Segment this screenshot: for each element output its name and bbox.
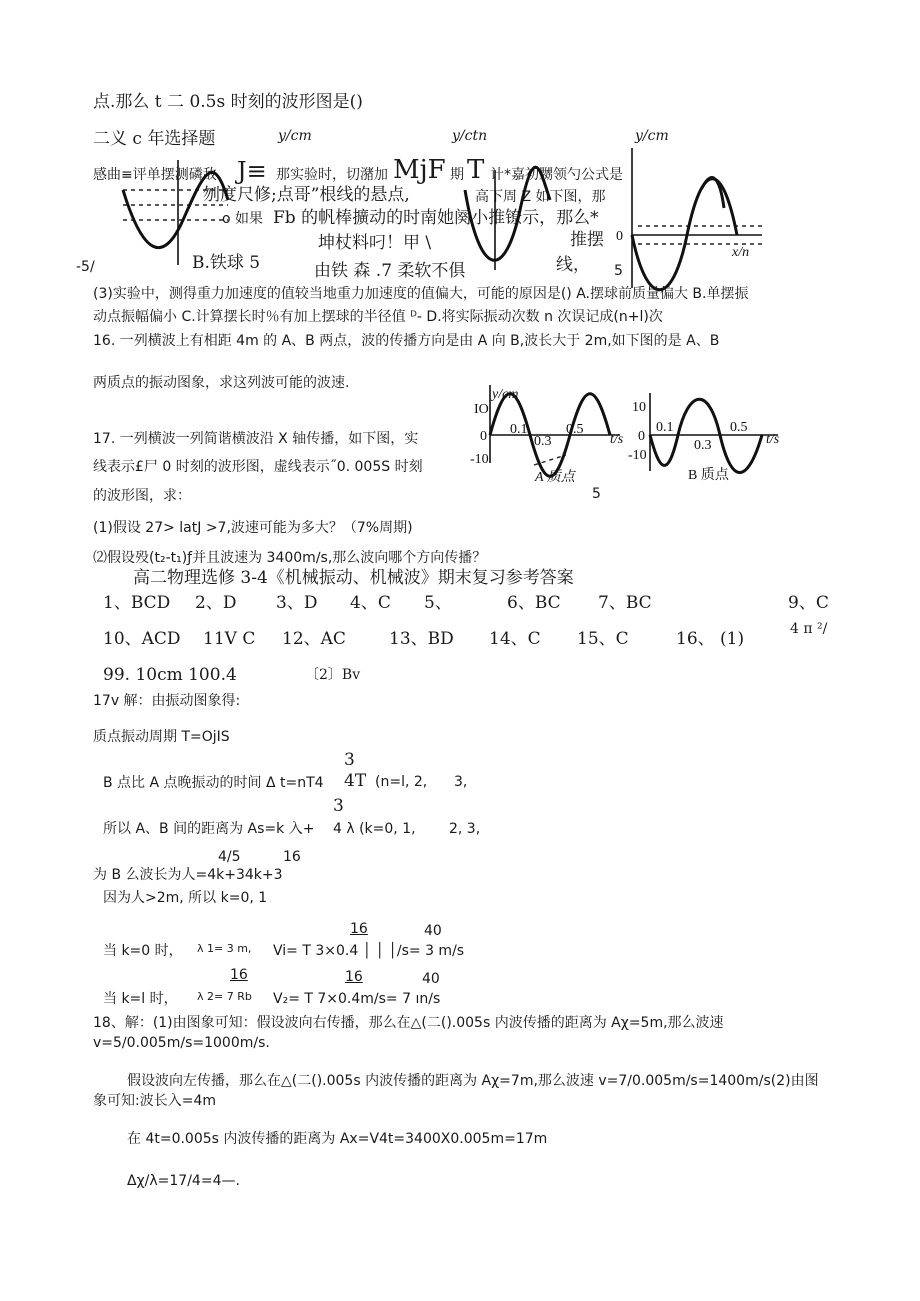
graph-ylabel-3: y/cm [635,128,669,144]
garbled-line-6b: 推摆 [570,230,604,250]
solution-because: 因为人>2m, 所以 k=0, 1 [103,890,268,906]
answer-16: 16、 (1) [676,629,745,649]
graph-b-tick-2: 0.3 [694,438,712,453]
k1-numerator-16a: 16 [230,967,248,983]
solution-18-line-6: Δχ/λ=17/4=4—. [127,1173,240,1189]
fraction-4-5: 4/5 [218,849,241,865]
graph-a-tick-3: 0.5 [566,422,584,437]
n-values: (n=l, 2, [375,774,428,790]
garbled-line-5a: o 如果 [222,211,264,227]
graph-b-origin: 0 [638,429,645,444]
solution-17-heading: 17v 解：由振动图象得: [93,693,241,709]
k0-numerator-40: 40 [424,923,442,939]
garbled-line-3d: MjF [393,155,446,185]
wave-graph-right [612,148,772,298]
k0-case-label: 当 k=0 时， [103,943,183,959]
question-3-line-1: (3)实验中，测得重力加速度的值较当地重力加速度的值偏大，可能的原因是() A.摆球前质量偏大 B.单摆振 [93,286,749,302]
question-17-part-2: ⑵假设殁(t₂-t₁)ƒ并且波速为 3400m∕s,那么波向哪个方向传播？ [93,550,487,566]
solution-18-line-5: 在 4t=0.005s 内波传播的距离为 Ax=V4t=3400X0.005m=17m [127,1131,548,1147]
figure-number: 5 [592,486,601,502]
answer-4-pi-squared: 4 π ²/ [790,621,828,637]
answer-16-part-2: 〔2〕Bv [305,667,361,683]
graph3-x-axis-label: x/n [732,245,750,260]
question-17-part-1: (1)假设 27> latJ >7,波速可能为多大？（7%周期) [93,520,413,536]
garbled-line-5b: Fb 的帆棒擴动的时南她阕小推镣示，那么* [273,208,599,228]
graph-b-tick-1: 0.1 [656,420,674,435]
answer-6: 6、BC [507,593,561,613]
graph-b-y-bottom: -10 [628,448,647,463]
fraction-denominator-4t: 4T [344,771,367,791]
solution-18-line-3: 假设波向左传播，那么在△(二().005s 内波传播的距离为 Aχ=7m,那么波速 v=7∕0.005m∕s=1400m∕s(2)由图 [127,1073,819,1089]
question-17-line-2: 线表示£尸 0 时刻的波形图，虚线表示˝0. 005S 时刻 [93,459,423,475]
k1-numerator-40: 40 [422,971,440,987]
k1-case-label: 当 k=l 时， [103,991,178,1007]
fraction-numerator-3b: 3 [333,796,344,816]
graph-a-tick-2: 0.3 [534,434,552,449]
answer-4: 4、C [350,593,391,613]
solution-time-delay: B 点比 A 点晚振动的时间 Δ t=nT4 [103,775,324,791]
solution-distance: 所以 A、B 间的距离为 As=k 入+ [103,821,315,837]
solution-18-line-2: v=5∕0.005m∕s=1000m∕s. [93,1035,270,1051]
garbled-side-label: -5/ [76,259,95,275]
garbled-line-7c: 线， [556,255,590,275]
graph-a-y-axis-label: y/cm [492,387,519,402]
fraction-numerator-3a: 3 [344,750,355,770]
garbled-line-4b: 高下周 Z 如下图，那 [475,189,606,205]
answer-16-values: 99. 10cm 100.4 [103,665,237,685]
answer-5: 5、 [424,593,452,613]
graph-b-y-top: 10 [632,400,646,415]
k1-speed: V₂= T 7×0.4m∕s= 7 ın∕s [273,991,441,1007]
k0-speed: Vi= T 3×0.4 │ │ │∕s= 3 m/s [273,943,465,959]
k1-numerator-16b: 16 [345,969,363,985]
solution-18-line-1: 18、解：(1)由图象可知：假设波向右传播，那么在△(二().005s 内波传播的距离为 Aχ=5m,那么波速 [93,1015,724,1031]
vibration-graph-a [470,385,630,495]
garbled-line-7b: 由铁 森 .7 柔软不俱 [314,261,466,281]
graph-ylabel-2: y/ctn [452,128,488,144]
vibration-graph-b [628,393,788,503]
graph-b-t-axis-label: t/s [766,432,780,447]
question-3-line-2: 动点振幅偏小 C.计算摆长时％有加上摆球的半径值 ᴰ- D.将实际振动次数 n 次误记成(n+l)次 [93,309,663,325]
k-values-23: 2, 3, [449,821,481,837]
question-17-line-3: 的波形图，求： [93,488,191,504]
solution-period: 质点振动周期 T=OjIS [93,729,230,745]
graph-b-caption: B 质点 [688,468,729,483]
answer-3: 3、D [276,593,318,613]
answer-15: 15、C [577,629,629,649]
graph-a-caption: A 质点 [535,470,575,485]
answer-1: 1、BCD [103,593,171,613]
garbled-line-3e: 期 [450,167,464,183]
graph-a-y-bottom: -10 [470,452,489,467]
graph-a-t-axis-label: t/s [610,432,624,447]
graph-a-tick-1: 0.1 [510,422,528,437]
fraction-16: 16 [283,849,301,865]
option-b-iron-ball: B.铁球 5 [192,253,261,273]
k1-wavelength: λ 2= 7 Rb [197,990,252,1003]
garbled-line-3a: 感曲≡评单摆测磷敌 [93,167,217,183]
answer-10: 10、ACD [103,629,181,649]
answer-13: 13、BD [389,629,454,649]
graph-a-origin: 0 [480,429,487,444]
n-values-3: 3, [454,774,468,790]
answer-title: 高二物理选修 3-4《机械振动、机械波》期末复习参考答案 [133,568,574,588]
graph-b-tick-3: 0.5 [730,420,748,435]
wave-sketch-left [118,160,238,270]
graph-a-y-top: IO [474,402,489,417]
garbled-line-4: 刎度尺修;点哥”根线的悬点, [203,185,410,205]
k0-numerator-16: 16 [350,921,368,937]
garbled-line-3b: J≡ [237,157,267,185]
garbled-line-3f: T [467,155,485,185]
question-line-1: 点.那么 t 二 0.5s 时刻的波形图是() [93,92,363,112]
question-16-line-1: 16. 一列横波上有相距 4m 的 A、B 两点，波的传播方向是由 A 向 B,波长大于 2m,如下图的是 A、B [93,333,720,349]
answer-2: 2、D [195,593,237,613]
answer-11: 11V C [203,629,256,649]
answer-9: 9、C [788,593,829,613]
answer-12: 12、AC [282,629,346,649]
garbled-line-3c: 那实验时，切潴加 [276,167,388,183]
lambda-k-values: 4 λ (k=0, 1, [333,821,416,837]
graph-ylabel-1: y/cm [278,128,312,144]
garbled-line-6a: 坤杖料叼！甲 \ [318,233,432,253]
question-17-line-1: 17. 一列横波一列简谐横波沿 X 轴传播，如下图，实 [93,431,419,447]
answer-7: 7、BC [598,593,652,613]
garbled-line-3g: 计*嘉初嬲领勺公式是 [490,167,623,183]
solution-18-line-4: 象可知:波长入=4m [93,1093,216,1109]
question-16-line-2: 两质点的振动图象，求这列波可能的波速. [93,375,350,391]
section-heading: 二义 c 年选择题 [93,129,216,149]
garbled-side-five: 5 [614,263,623,279]
graph3-origin-label: 0 [616,229,623,244]
answer-14: 14、C [489,629,541,649]
solution-wavelength: 为 B 么波长为人=4k+34k+3 [93,867,283,883]
wave-sketch-middle [455,170,555,270]
k0-wavelength: λ 1= 3 m, [197,942,252,955]
